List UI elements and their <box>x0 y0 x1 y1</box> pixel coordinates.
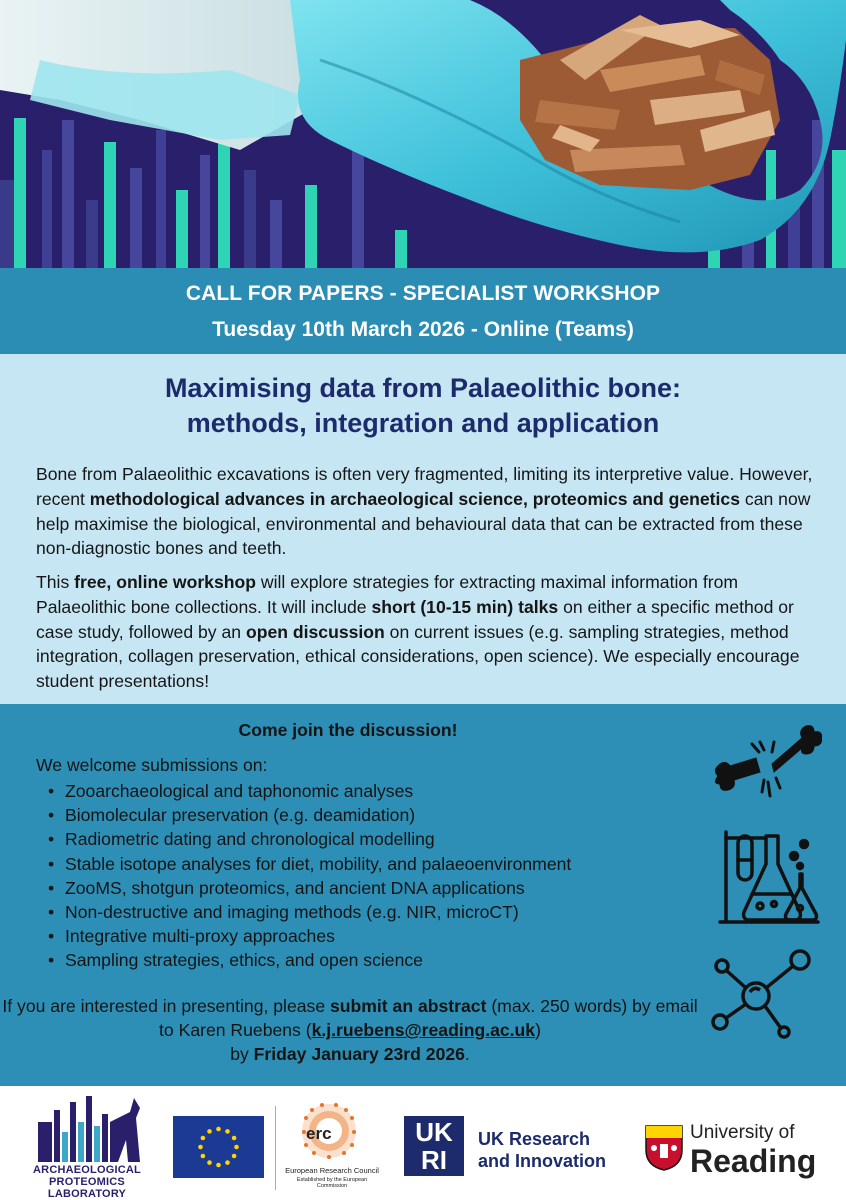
ukri-text-line1: UK Research <box>478 1129 591 1149</box>
list-item-text: Non-destructive and imaging methods (e.g. NIR, microCT) <box>65 901 519 922</box>
cta-line-2 <box>0 1042 700 1066</box>
list-item <box>48 852 571 876</box>
workshop-title-line1: Maximising data from Palaeolithic bone: <box>164 373 682 403</box>
submission-topics-list <box>48 779 571 973</box>
apl-text-line3: LABORATORY <box>47 1188 127 1200</box>
cta-submit-abstract: submit an abstract <box>330 996 487 1016</box>
list-item <box>48 924 571 948</box>
bullet-dot: • <box>48 877 55 898</box>
submission-instructions <box>0 994 700 1066</box>
submissions-section <box>0 704 846 1086</box>
cta-text-f: . <box>464 1044 470 1064</box>
apl-logo-mark <box>38 1092 142 1162</box>
reading-text <box>690 1122 816 1178</box>
bullet-dot: • <box>48 901 55 922</box>
list-item <box>48 803 571 827</box>
list-item-text: Zooarchaeological and taphonomic analyses <box>65 781 414 801</box>
intro-p2-text-a: This <box>36 572 75 592</box>
intro-p2-bold-free: free, online workshop <box>74 572 256 592</box>
ukri-mark-top: UK <box>415 1117 453 1147</box>
list-item-text: Integrative multi-proxy approaches <box>65 926 335 947</box>
apl-text-line1: ARCHAEOLOGICAL <box>33 1164 141 1176</box>
list-item-text: Radiometric dating and chronological modelling <box>65 829 435 850</box>
intro-section <box>0 354 846 704</box>
eu-flag-logo <box>173 1116 264 1178</box>
logo-divider <box>275 1106 276 1190</box>
apl-text-line2: PROTEOMICS <box>49 1176 125 1188</box>
reading-crest <box>644 1124 684 1172</box>
bullet-dot: • <box>48 829 55 850</box>
submission-deadline: Friday January 23rd 2026 <box>253 1044 465 1064</box>
submissions-lead: We welcome submissions on: <box>36 755 268 775</box>
bullet-dot: • <box>48 805 55 826</box>
molecule-icon <box>708 946 818 1047</box>
sponsor-logos <box>0 1086 846 1200</box>
bullet-dot: • <box>48 853 55 874</box>
intro-p2-bold-talks: short (10-15 min) talks <box>371 596 559 617</box>
cta-line-1 <box>0 994 700 1042</box>
list-item <box>48 827 571 851</box>
list-item-text: ZooMS, shotgun proteomics, and ancient DNA applications <box>65 877 525 898</box>
intro-p2-bold-discussion: open discussion <box>245 621 385 642</box>
cta-text-c: (max. 250 words) by email to Karen Ruebens ( <box>159 996 698 1040</box>
apl-text <box>22 1164 152 1200</box>
reading-text-line2: Reading <box>690 1143 817 1179</box>
list-item <box>48 876 571 900</box>
bullet-dot: • <box>48 950 55 971</box>
lab-flasks-icon <box>716 826 822 931</box>
intro-p1-bold: methodological advances in archaeological science, proteomics and genetics <box>89 488 741 509</box>
cta-text-e: by <box>230 1044 254 1064</box>
hero-illustration <box>0 0 846 268</box>
workshop-title-line2: methods, integration and application <box>186 408 660 438</box>
intro-p2-text-g: on current issues (e.g. sampling strategies, method integration, collagen preservation, ethical considerations, open science). We especially encourage student presentations! <box>36 621 800 692</box>
hero-image <box>0 0 846 268</box>
call-for-papers-heading: CALL FOR PAPERS - SPECIALIST WORKSHOP <box>185 282 661 305</box>
bullet-dot: • <box>48 781 55 801</box>
ukri-logo-mark <box>404 1116 464 1176</box>
list-item <box>48 948 571 972</box>
reading-text-line1: University of <box>690 1122 795 1143</box>
erc-mark-text: erc <box>306 1124 332 1143</box>
event-date-line: Tuesday 10th March 2026 - Online (Teams) <box>212 318 634 341</box>
intro-p1-text-c: can now help maximise the biological, environmental and behavioural data that can be extracted from these non-diagnostic bones and teeth. <box>36 488 811 559</box>
erc-subtitle: Established by the European Commission <box>296 1177 368 1189</box>
ukri-text-line2: and Innovation <box>478 1151 606 1171</box>
cta-text-d: ) <box>535 1020 541 1040</box>
list-item-text: Stable isotope analyses for diet, mobility, and palaeoenvironment <box>65 853 572 874</box>
contact-email-link[interactable]: k.j.ruebens@reading.ac.uk <box>311 1020 536 1040</box>
ukri-text <box>478 1128 606 1172</box>
join-discussion-heading: Come join the discussion! <box>238 720 458 740</box>
intro-paragraph-1 <box>36 462 816 561</box>
bullet-dot: • <box>48 926 55 947</box>
intro-paragraph-2 <box>36 570 816 694</box>
list-item <box>48 900 571 924</box>
list-item-text: Biomolecular preservation (e.g. deamidation) <box>65 805 416 826</box>
intro-p1-text-a: Bone from Palaeolithic excavations is often very fragmented, limiting its interpretive value. However, recent <box>36 464 813 509</box>
list-item <box>48 779 571 803</box>
broken-bone-icon <box>712 720 822 809</box>
list-item-text: Sampling strategies, ethics, and open science <box>65 950 423 971</box>
intro-p2-text-e: on either a specific method or case study, followed by an <box>36 596 794 642</box>
cta-text-a: If you are interested in presenting, please <box>2 996 330 1016</box>
header-banner <box>0 268 846 354</box>
intro-p2-text-c: will explore strategies for extracting maximal information from Palaeolithic bone collections. It will include <box>36 572 739 617</box>
ukri-mark-bottom: RI <box>421 1145 447 1175</box>
erc-name: European Research Council <box>285 1166 379 1175</box>
workshop-title <box>0 371 846 441</box>
